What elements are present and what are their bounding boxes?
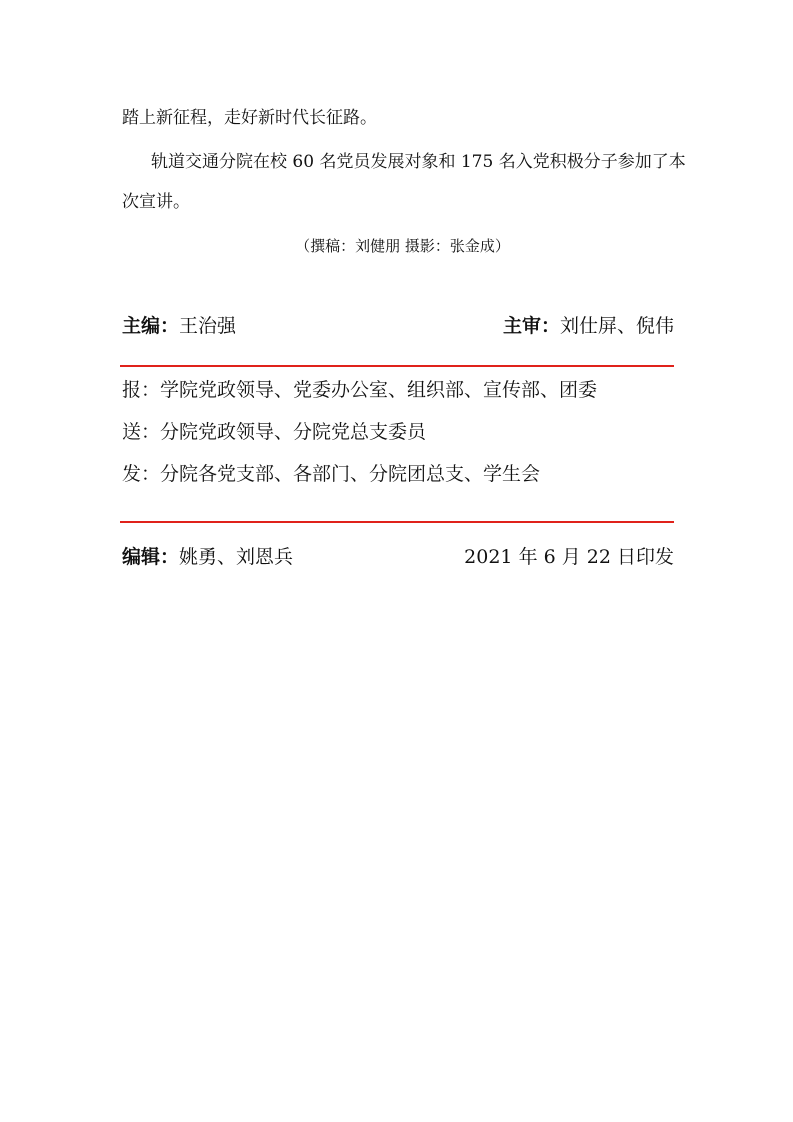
- editors-names: 姚勇、刘恩兵: [179, 546, 294, 568]
- red-divider-top: [120, 365, 674, 367]
- chief-editor-label: 主编：: [122, 315, 180, 337]
- issue-date: 2021 年 6 月 22 日印发: [464, 546, 674, 568]
- article-paragraph-1: 踏上新征程，走好新时代长征路。: [122, 108, 377, 128]
- footer-row: [122, 543, 674, 571]
- article-paragraph-2-line-1: 轨道交通分院在校 60 名党员发展对象和 175 名入党积极分子参加了本: [151, 152, 686, 172]
- chief-editor: [122, 312, 236, 340]
- editors-label: 编辑：: [122, 546, 180, 568]
- distribution-send-to: 送：分院党政领导、分院党总支委员: [122, 421, 427, 443]
- editors: [122, 543, 293, 571]
- article-paragraph-2-line-2: 次宣讲。: [122, 192, 190, 212]
- red-divider-bottom: [120, 521, 674, 523]
- chief-editor-name: 王治强: [179, 315, 237, 337]
- article-credit: （撰稿：刘健朋 摄影：张金成）: [295, 237, 510, 255]
- chief-reviewer-names: 刘仕屏、倪伟: [559, 315, 674, 337]
- chief-reviewer-label: 主审：: [502, 315, 560, 337]
- masthead-row: [122, 312, 674, 340]
- chief-reviewer: [503, 312, 674, 340]
- distribution-report-to: 报：学院党政领导、党委办公室、组织部、宣传部、团委: [122, 379, 598, 401]
- distribution-issue-to: 发：分院各党支部、各部门、分院团总支、学生会: [122, 463, 541, 485]
